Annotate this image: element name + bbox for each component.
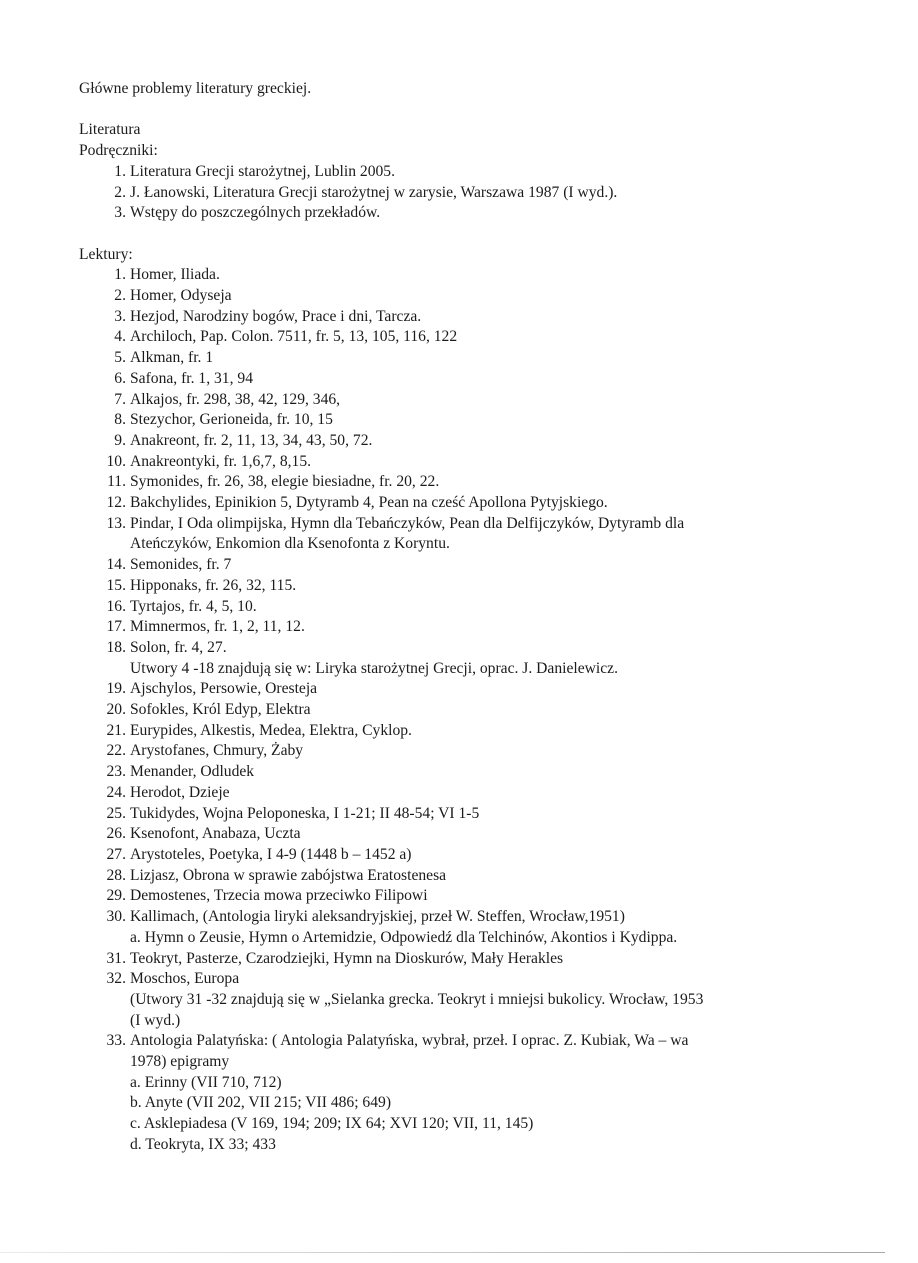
item-text [130,555,879,576]
item-number: 28. [106,866,126,884]
item-line: Arystofanes, Chmury, Żaby [130,742,304,760]
item-text [130,949,879,970]
item-line: Stezychor, Gerioneida, fr. 10, 15 [130,411,333,429]
item-line: Hezjod, Narodziny bogów, Prace i dni, Tarcza. [130,307,422,325]
item-line: Demostenes, Trzecia mowa przeciwko Filipowi [130,887,428,905]
item-text [130,390,879,411]
item-number: 1. [114,162,126,180]
list-item [79,555,879,576]
list-item [79,472,879,493]
item-number: 4. [114,328,126,346]
item-number: 16. [106,597,126,615]
item-line: Anakreont, fr. 2, 11, 13, 34, 43, 50, 72. [130,431,373,449]
item-text [130,824,879,845]
item-continuation-line: c. Asklepiadesa (V 169, 194; 209; IX 64; XVI 120; VII, 11, 145) [130,1115,534,1133]
item-line: Teokryt, Pasterze, Czarodziejki, Hymn na Dioskurów, Mały Herakles [130,949,564,967]
item-number: 29. [106,887,126,905]
list-item [79,493,879,514]
list-item [79,183,879,204]
item-line: Tukidydes, Wojna Peloponeska, I 1-21; II 48-54; VI 1-5 [130,804,480,822]
item-line: Archiloch, Pap. Colon. 7511, fr. 5, 13, 105, 116, 122 [130,328,458,346]
list-item [79,431,879,452]
item-line: Hipponaks, fr. 26, 32, 115. [130,576,297,594]
item-number: 9. [114,431,126,449]
item-number: 2. [114,287,126,304]
item-line: Kallimach, (Antologia liryki aleksandryjskiej, przeł W. Steffen, Wrocław,1951) [130,908,625,926]
list-item [79,969,879,1031]
document-page [79,79,879,1156]
podreczniki-heading: Podręczniki: [79,142,158,160]
spacer [79,100,879,121]
item-text [130,1031,879,1155]
list-item [79,576,879,597]
item-number: 26. [106,825,126,843]
item-number: 2. [114,183,126,201]
list-item [79,783,879,804]
item-line: Herodot, Dzieje [130,783,230,801]
item-line: Symonides, fr. 26, 38, elegie biesiadne, fr. 20, 22. [130,473,440,491]
item-number: 21. [106,721,126,739]
item-line: Anakreontyki, fr. 1,6,7, 8,15. [130,452,312,470]
item-number: 20. [106,701,126,719]
item-text [130,307,879,328]
item-text [130,969,879,1031]
list-item [79,327,879,348]
list-item [79,452,879,473]
item-number: 31. [106,949,126,967]
list-item [79,949,879,970]
item-line: Bakchylides, Epinikion 5, Dytyramb 4, Pean na cześć Apollona Pytyjskiego. [130,494,608,512]
item-continuation-line: Ateńczyków, Enkomion dla Ksenofonta z Koryntu. [130,535,450,553]
item-text [130,721,879,742]
list-item [79,845,879,866]
literatura-heading: Literatura [79,121,141,139]
item-line: Alkajos, fr. 298, 38, 42, 129, 346, [130,390,341,408]
item-text [130,348,879,369]
item-line: Pindar, I Oda olimpijska, Hymn dla Tebańczyków, Pean dla Delfijczyków, Dytyramb dla [130,514,685,532]
item-number: 17. [106,618,126,636]
list-item [79,741,879,762]
list-item [79,1031,879,1155]
item-continuation-line: b. Anyte (VII 202, VII 215; VII 486; 649) [130,1094,392,1112]
item-text [130,576,879,597]
item-text [130,493,879,514]
item-text [130,638,879,679]
lektury-list [79,265,879,1155]
item-line: Solon, fr. 4, 27. [130,638,227,656]
item-line: Tyrtajos, fr. 4, 5, 10. [130,597,257,615]
item-line: Ksenofont, Anabaza, Uczta [130,825,301,843]
item-number: 24. [106,783,126,801]
item-text [130,866,879,887]
item-text [130,265,879,286]
list-item [79,907,879,948]
item-line: Homer, Iliada. [130,266,220,284]
item-number: 32. [106,970,126,988]
item-line: Lizjasz, Obrona w sprawie zabójstwa Eratostenesa [130,866,447,884]
item-text: J. Łanowski, Literatura Grecji starożytnej w zarysie, Warszawa 1987 (I wyd.). [130,183,618,201]
item-number: 25. [106,804,126,822]
item-text [130,452,879,473]
item-text [130,700,879,721]
item-continuation-line: a. Hymn o Zeusie, Hymn o Artemidzie, Odpowiedź dla Telchinów, Akontios i Kydippa. [130,928,678,946]
item-text [130,431,879,452]
item-continuation-line: 1978) epigramy [130,1053,230,1071]
item-line: Ajschylos, Persowie, Oresteja [130,680,318,698]
list-item [79,203,879,224]
item-number: 12. [106,494,126,512]
list-item [79,410,879,431]
scan-edge-line [0,1252,885,1253]
item-line: Menander, Odludek [130,763,255,781]
list-item [79,617,879,638]
list-item [79,348,879,369]
item-number: 10. [106,452,126,470]
item-continuation-line: a. Erinny (VII 710, 712) [130,1073,282,1091]
item-number: 6. [114,369,126,387]
item-number: 8. [114,411,126,429]
item-number: 15. [106,576,126,594]
item-text [130,410,879,431]
list-item [79,514,879,555]
document-title: Główne problemy literatury greckiej. [79,80,312,97]
item-number: 27. [106,845,126,863]
item-text [130,369,879,390]
item-text [130,286,879,307]
item-number: 33. [106,1032,126,1050]
item-line: Mimnermos, fr. 1, 2, 11, 12. [130,618,305,636]
item-number: 11. [107,473,126,491]
item-line: Semonides, fr. 7 [130,556,232,574]
podreczniki-list [79,162,879,224]
item-number: 23. [106,763,126,781]
item-line: Antologia Palatyńska: ( Antologia Palatyńska, wybrał, przeł. I oprac. Z. Kubiak, Wa – wa [130,1032,689,1050]
item-line: Sofokles, Król Edyp, Elektra [130,701,311,719]
item-text [130,804,879,825]
item-text [130,679,879,700]
item-text [130,597,879,618]
item-line: Moschos, Europa [130,970,240,988]
list-item [79,721,879,742]
list-item [79,804,879,825]
list-item [79,824,879,845]
item-line: Safona, fr. 1, 31, 94 [130,369,253,387]
list-item [79,390,879,411]
list-item [79,679,879,700]
list-item [79,307,879,328]
item-number: 18. [106,638,126,656]
item-text [130,762,879,783]
list-item [79,286,879,307]
item-number: 7. [114,390,126,408]
list-item [79,369,879,390]
item-line: Arystoteles, Poetyka, I 4-9 (1448 b – 1452 a) [130,845,412,863]
item-continuation-line: (I wyd.) [130,1011,181,1029]
list-item [79,886,879,907]
list-item [79,866,879,887]
item-text [130,327,879,348]
item-text: Literatura Grecji starożytnej, Lublin 2005. [130,162,396,180]
item-line: Homer, Odyseja [130,287,232,304]
item-number: 13. [106,514,126,532]
item-text [130,907,879,948]
item-number: 30. [106,908,126,926]
item-number: 1. [114,266,126,284]
item-number: 14. [106,556,126,574]
item-line: Eurypides, Alkestis, Medea, Elektra, Cyklop. [130,721,412,739]
list-item [79,265,879,286]
item-number: 5. [114,349,126,367]
item-number: 3. [114,204,126,222]
list-item [79,597,879,618]
item-text [130,886,879,907]
item-number: 19. [106,680,126,698]
list-item [79,762,879,783]
item-text [130,845,879,866]
lektury-heading: Lektury: [79,245,133,263]
item-number: 22. [106,742,126,760]
list-item [79,638,879,679]
list-item [79,700,879,721]
item-continuation-line: (Utwory 31 -32 znajdują się w „Sielanka grecka. Teokryt i mniejsi bukolicy. Wrocław, 1953 [130,990,704,1008]
item-text [130,783,879,804]
item-number: 3. [114,307,126,325]
item-line: Alkman, fr. 1 [130,349,214,367]
item-text [130,617,879,638]
item-continuation-line: d. Teokryta, IX 33; 433 [130,1135,276,1153]
item-text: Wstępy do poszczególnych przekładów. [130,204,381,222]
item-text [130,514,879,555]
item-continuation-line: Utwory 4 -18 znajdują się w: Liryka starożytnej Grecji, oprac. J. Danielewicz. [130,659,618,677]
item-text [130,741,879,762]
item-text [130,472,879,493]
list-item [79,162,879,183]
spacer [79,224,879,245]
